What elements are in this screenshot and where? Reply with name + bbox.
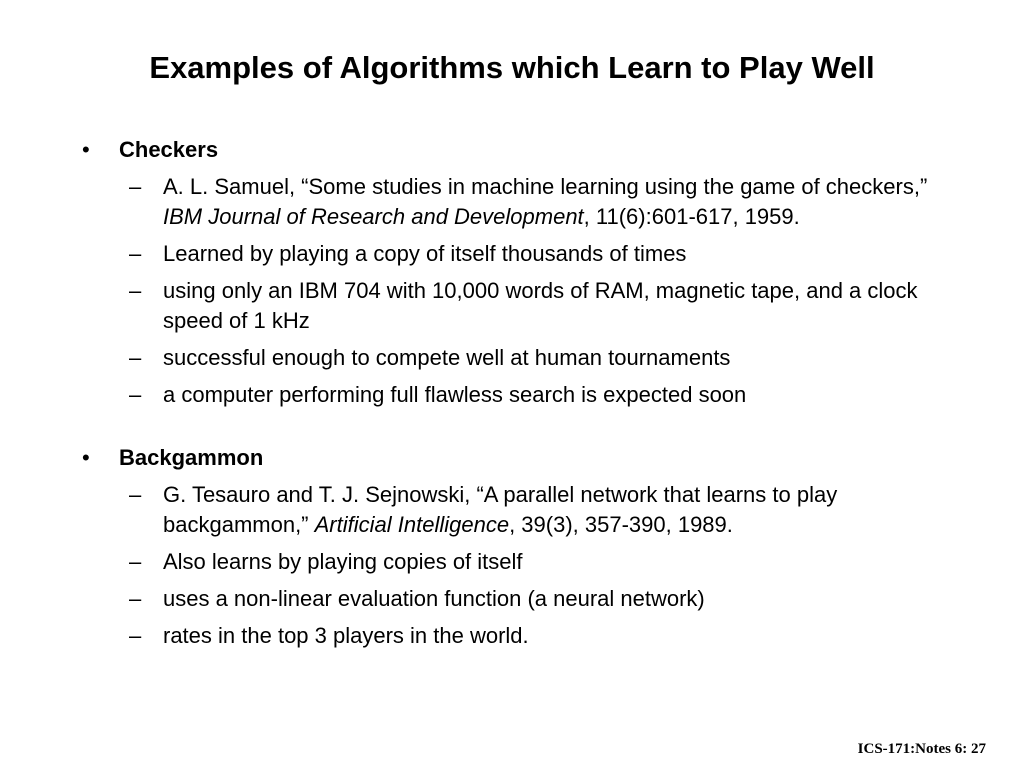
dash-icon: – [129,549,142,574]
list-item [82,480,942,540]
list-item-text: Learned by playing a copy of itself thousands of times [163,241,687,266]
dash-icon: – [129,382,142,407]
section-backgammon [82,444,942,651]
citation-details: , 11(6):601-617, 1959. [583,204,800,229]
list-item-text: a computer performing full flawless search is expected soon [163,382,747,407]
section-heading [82,444,942,472]
dash-icon: – [129,345,142,370]
slide-title: Examples of Algorithms which Learn to Play Well [149,50,875,85]
section-heading [82,136,942,164]
slide-footer: ICS-171:Notes 6: 27 [857,741,986,757]
dash-icon: – [129,241,142,266]
list-item-text: uses a non-linear evaluation function (a neural network) [163,586,705,611]
list-item [82,276,942,336]
list-item-text: rates in the top 3 players in the world. [163,623,529,648]
list-item [82,380,942,410]
list-item [82,584,942,614]
section-heading-label: Backgammon [119,445,264,470]
citation-text: G. Tesauro and T. J. Sejnowski, “A parallel network that learns to play backgammon,” [163,482,838,537]
citation-details: , 39(3), 357-390, 1989. [509,512,733,537]
bullet-icon: • [82,445,90,470]
bullet-icon: • [82,137,90,162]
list-item-text: successful enough to compete well at human tournaments [163,345,731,370]
list-item-text: using only an IBM 704 with 10,000 words of RAM, magnetic tape, and a clock speed of 1 kHz [163,278,918,333]
journal-name: IBM Journal of Research and Development [163,204,584,229]
list-item [82,172,942,232]
dash-icon: – [129,482,142,507]
dash-icon: – [129,278,142,303]
dash-icon: – [129,174,142,199]
section-checkers [82,136,942,410]
list-item [82,621,942,651]
sub-bullet-list [82,172,942,410]
citation-text: A. L. Samuel, “Some studies in machine learning using the game of checkers,” [163,174,928,199]
journal-name: Artificial Intelligence [314,512,510,537]
dash-icon: – [129,623,142,648]
dash-icon: – [129,586,142,611]
slide-content [82,136,942,658]
list-item-text: Also learns by playing copies of itself [163,549,523,574]
section-heading-label: Checkers [119,137,219,162]
list-item [82,239,942,269]
list-item [82,343,942,373]
sub-bullet-list [82,480,942,651]
list-item [82,547,942,577]
